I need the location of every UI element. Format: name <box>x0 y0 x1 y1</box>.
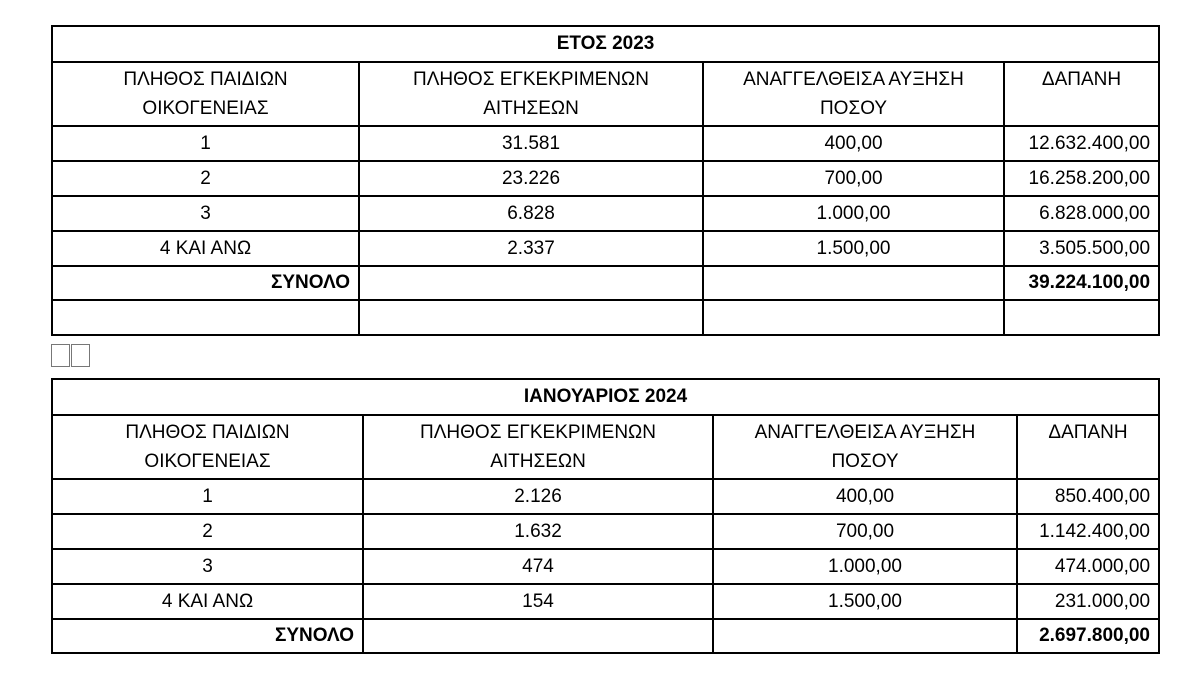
total-label: ΣΥΝΟΛΟ <box>52 266 359 300</box>
header-announced-increase: ΑΝΑΓΓΕΛΘΕΙΣΑ ΑΥΞΗΣΗ ΠΟΣΟΥ <box>703 62 1004 126</box>
header-children-count: ΠΛΗΘΟΣ ΠΑΙΔΙΩΝ ΟΙΚΟΓΕΝΕΙΑΣ <box>52 62 359 126</box>
cell-increase: 400,00 <box>703 126 1004 161</box>
header-approved-applications: ΠΛΗΘΟΣ ΕΓΚΕΚΡΙΜΕΝΩΝ ΑΙΤΗΣΕΩΝ <box>363 415 713 479</box>
table-title: ΕΤΟΣ 2023 <box>52 26 1159 62</box>
table-row <box>52 479 1159 514</box>
table-row <box>52 584 1159 619</box>
total-empty-cell <box>359 266 703 300</box>
header-expense: ΔΑΠΑΝΗ <box>1004 62 1159 126</box>
cell-expense: 16.258.200,00 <box>1004 161 1159 196</box>
total-value: 2.697.800,00 <box>1017 619 1159 653</box>
table-row <box>52 196 1159 231</box>
total-row <box>52 619 1159 653</box>
total-empty-cell <box>703 266 1004 300</box>
table-row <box>52 161 1159 196</box>
table-row <box>52 514 1159 549</box>
cell-increase: 700,00 <box>703 161 1004 196</box>
cell-children: 4 ΚΑΙ ΑΝΩ <box>52 231 359 266</box>
cell-children: 2 <box>52 514 363 549</box>
cell-increase: 1.000,00 <box>713 549 1017 584</box>
total-empty-cell <box>363 619 713 653</box>
cell-increase: 400,00 <box>713 479 1017 514</box>
cell-children: 1 <box>52 126 359 161</box>
empty-cell <box>703 300 1004 335</box>
empty-cell <box>52 300 359 335</box>
cell-applications: 1.632 <box>363 514 713 549</box>
cell-expense: 3.505.500,00 <box>1004 231 1159 266</box>
cell-children: 2 <box>52 161 359 196</box>
cell-children: 3 <box>52 549 363 584</box>
header-announced-increase: ΑΝΑΓΓΕΛΘΕΙΣΑ ΑΥΞΗΣΗ ΠΟΣΟΥ <box>713 415 1017 479</box>
missing-glyph-icon <box>71 344 90 367</box>
cell-children: 4 ΚΑΙ ΑΝΩ <box>52 584 363 619</box>
table-row <box>52 549 1159 584</box>
header-expense: ΔΑΠΑΝΗ <box>1017 415 1159 479</box>
table-title: ΙΑΝΟΥΑΡΙΟΣ 2024 <box>52 379 1159 415</box>
cell-children: 1 <box>52 479 363 514</box>
total-empty-cell <box>713 619 1017 653</box>
cell-increase: 700,00 <box>713 514 1017 549</box>
cell-applications: 23.226 <box>359 161 703 196</box>
missing-glyph-placeholders <box>51 344 90 370</box>
table-row <box>52 126 1159 161</box>
empty-cell <box>359 300 703 335</box>
cell-expense: 1.142.400,00 <box>1017 514 1159 549</box>
table-january-2024 <box>51 378 1160 654</box>
cell-increase: 1.000,00 <box>703 196 1004 231</box>
total-label: ΣΥΝΟΛΟ <box>52 619 363 653</box>
missing-glyph-icon <box>51 344 70 367</box>
cell-applications: 31.581 <box>359 126 703 161</box>
table-row <box>52 231 1159 266</box>
header-approved-applications: ΠΛΗΘΟΣ ΕΓΚΕΚΡΙΜΕΝΩΝ ΑΙΤΗΣΕΩΝ <box>359 62 703 126</box>
total-value: 39.224.100,00 <box>1004 266 1159 300</box>
cell-applications: 6.828 <box>359 196 703 231</box>
cell-applications: 474 <box>363 549 713 584</box>
cell-applications: 154 <box>363 584 713 619</box>
empty-row <box>52 300 1159 335</box>
cell-increase: 1.500,00 <box>703 231 1004 266</box>
total-row <box>52 266 1159 300</box>
cell-applications: 2.126 <box>363 479 713 514</box>
cell-expense: 231.000,00 <box>1017 584 1159 619</box>
table-2023 <box>51 25 1160 336</box>
cell-applications: 2.337 <box>359 231 703 266</box>
cell-children: 3 <box>52 196 359 231</box>
cell-increase: 1.500,00 <box>713 584 1017 619</box>
cell-expense: 6.828.000,00 <box>1004 196 1159 231</box>
cell-expense: 474.000,00 <box>1017 549 1159 584</box>
cell-expense: 12.632.400,00 <box>1004 126 1159 161</box>
empty-cell <box>1004 300 1159 335</box>
header-children-count: ΠΛΗΘΟΣ ΠΑΙΔΙΩΝ ΟΙΚΟΓΕΝΕΙΑΣ <box>52 415 363 479</box>
cell-expense: 850.400,00 <box>1017 479 1159 514</box>
